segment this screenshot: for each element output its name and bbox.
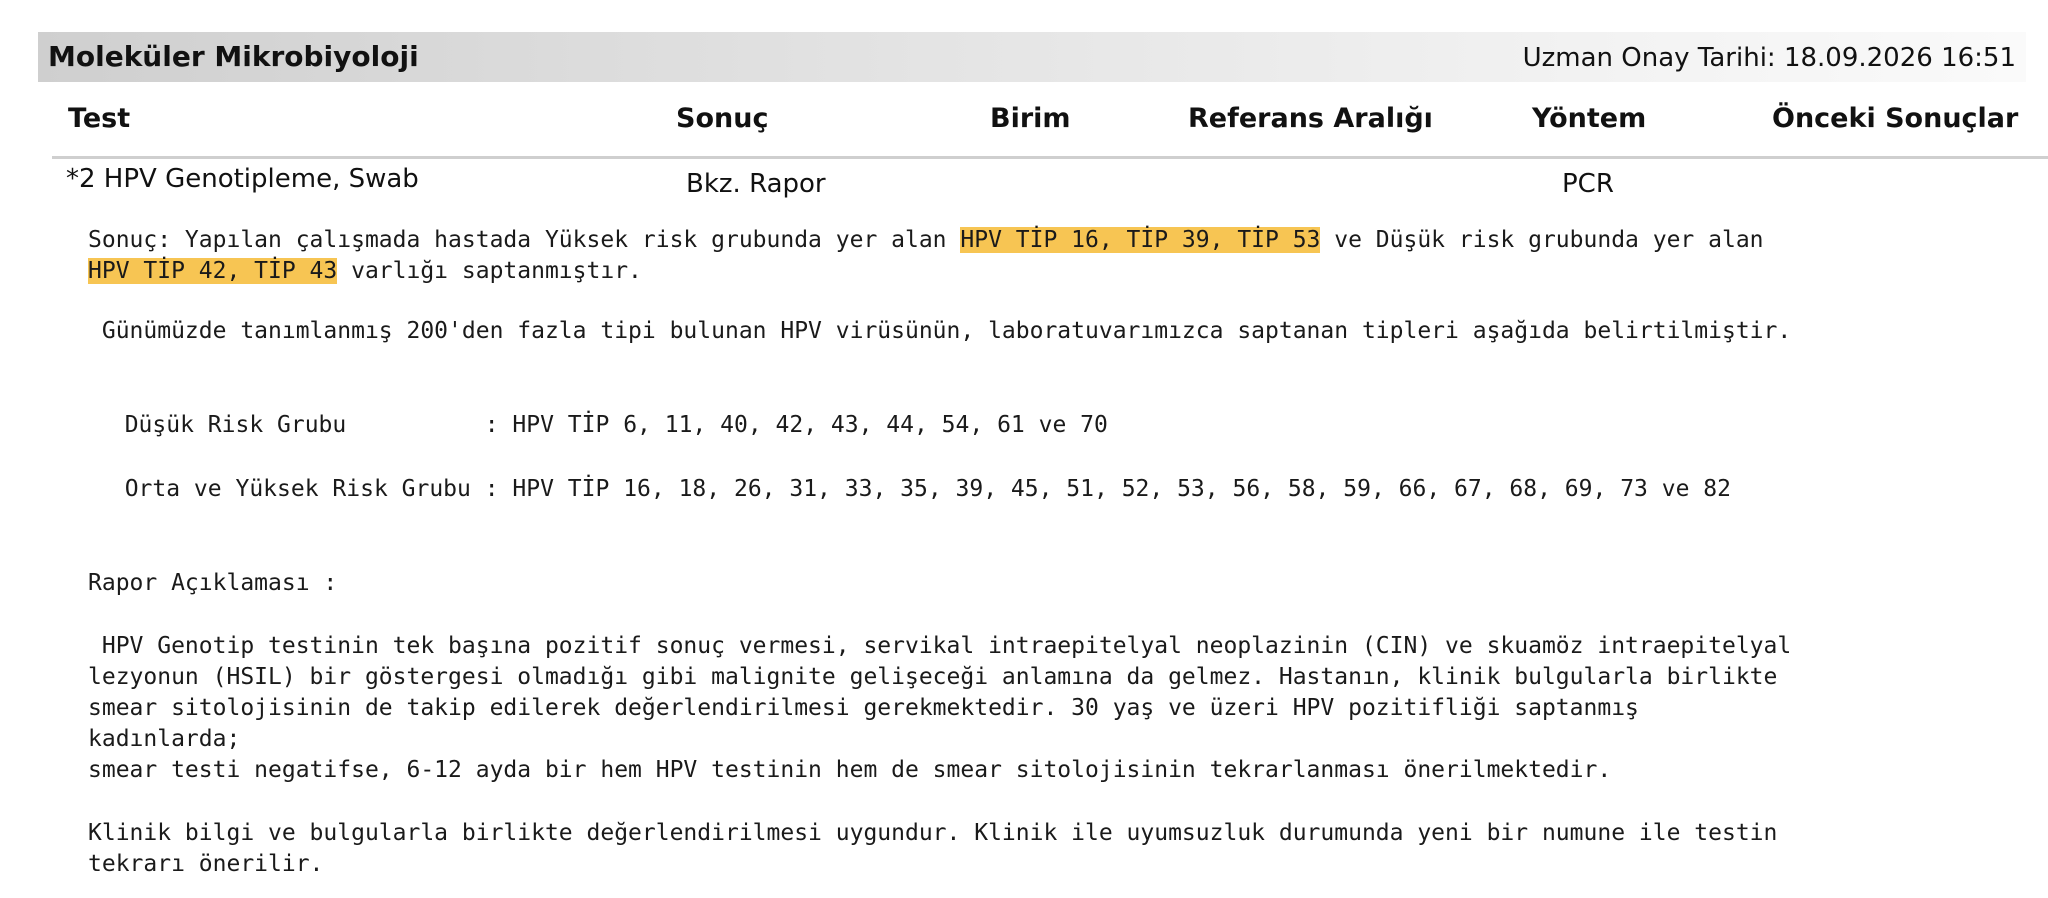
explanation-text <box>88 631 1791 786</box>
test-name: *2 HPV Genotipleme, Swab <box>66 164 419 194</box>
explanation-line: smear sitolojisinin de takip edilerek değerlendirilmesi gerekmektedir. 30 yaş ve üzeri HPV pozitifliği saptanmış <box>88 695 1639 721</box>
test-method: PCR <box>1562 169 1614 199</box>
result-middle: ve Düşük risk grubunda yer alan <box>1320 227 1764 253</box>
explanation-line: smear testi negatifse, 6-12 ayda bir hem HPV testinin hem de smear sitolojisinin tekrarlanması önerilmektedir. <box>88 757 1612 783</box>
column-header-previous: Önceki Sonuçlar <box>1772 103 2019 134</box>
section-title: Moleküler Mikrobiyoloji <box>48 40 419 73</box>
explanation-line: HPV Genotip testinin tek başına pozitif sonuç vermesi, servikal intraepitelyal neoplazinin (CIN) ve skuamöz intraepitelyal <box>88 633 1792 659</box>
closing-text <box>88 818 1777 880</box>
low-risk-highlight: HPV TİP 42, TİP 43 <box>88 258 338 284</box>
closing-line: tekrarı önerilir. <box>88 851 324 877</box>
column-header-method: Yöntem <box>1532 103 1647 134</box>
section-header <box>38 32 2026 82</box>
column-header-reference: Referans Aralığı <box>1188 103 1433 134</box>
low-risk-group: Düşük Risk Grubu : HPV TİP 6, 11, 40, 42, 43, 44, 54, 61 ve 70 <box>97 412 1108 438</box>
test-result: Bkz. Rapor <box>686 169 826 199</box>
explanation-line: lezyonun (HSIL) bir göstergesi olmadığı gibi malignite gelişeceği anlamına da gelmez. Hastanın, klinik bulgularla birlikte <box>88 664 1778 690</box>
approval-date-value: 18.09.2026 16:51 <box>1783 43 2016 73</box>
approval-date <box>1523 43 2016 73</box>
result-suffix: varlığı saptanmıştır. <box>337 258 642 284</box>
high-risk-highlight: HPV TİP 16, TİP 39, TİP 53 <box>960 227 1321 253</box>
explanation-line: kadınlarda; <box>88 726 241 752</box>
result-summary <box>88 225 1764 287</box>
header-divider <box>52 156 2048 159</box>
column-header-unit: Birim <box>990 103 1071 134</box>
high-risk-group: Orta ve Yüksek Risk Grubu : HPV TİP 16, 18, 26, 31, 33, 35, 39, 45, 51, 52, 53, 56, 58, 59, 66, 67, 68, 69, 73 ve 82 <box>97 476 1731 502</box>
column-header-result: Sonuç <box>676 103 769 134</box>
result-prefix: Sonuç: Yapılan çalışmada hastada Yüksek risk grubunda yer alan <box>88 227 961 253</box>
intro-text: Günümüzde tanımlanmış 200'den fazla tipi bulunan HPV virüsünün, laboratuvarımızca saptanan tipleri aşağıda belirtilmiştir. <box>88 318 1792 344</box>
explanation-heading: Rapor Açıklaması : <box>88 570 338 596</box>
column-header-test: Test <box>68 103 131 134</box>
closing-line: Klinik bilgi ve bulgularla birlikte değerlendirilmesi uygundur. Klinik ile uyumsuzluk durumunda yeni bir numune ile testin <box>88 820 1778 846</box>
approval-label: Uzman Onay Tarihi: <box>1522 43 1776 73</box>
